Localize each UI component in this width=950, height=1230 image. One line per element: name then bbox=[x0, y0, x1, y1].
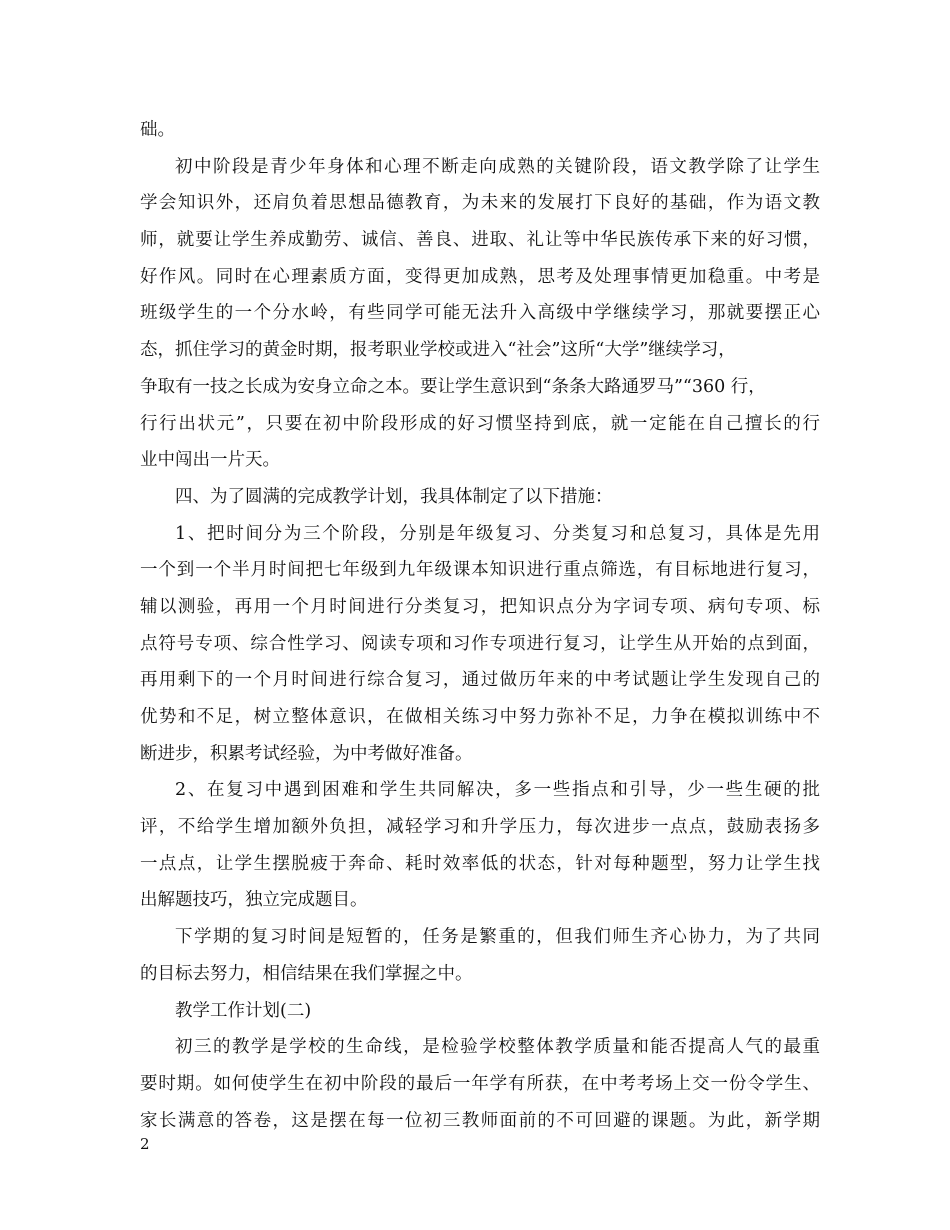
section-heading-line: 四、为了圆满的完成教学计划，我具体制定了以下措施： bbox=[175, 486, 613, 507]
text-line: 学会知识外，还肩负着思想品德教育，为未来的发展打下良好的基础，作为语文教 bbox=[140, 193, 820, 214]
text-line: 业中闯出一片天。 bbox=[140, 450, 280, 471]
text-line: 断进步，积累考试经验，为中考做好准备。 bbox=[140, 743, 473, 764]
text-line: 好作风。同时在心理素质方面，变得更加成熟，思考及处理事情更加稳重。中考是 bbox=[140, 266, 820, 287]
text-line: 出解题技巧，独立完成题目。 bbox=[140, 890, 368, 911]
page-number: 2 bbox=[140, 1135, 150, 1153]
paragraph-start-line: 初中阶段是青少年身体和心理不断走向成熟的关键阶段，语文教学除了让学生 bbox=[175, 156, 820, 177]
text-line: 优势和不足，树立整体意识，在做相关练习中努力弥补不足，力争在模拟训练中不 bbox=[140, 707, 820, 727]
text-line: 师，就要让学生养成勤劳、诚信、善良、进取、礼让等中华民族传承下来的好习惯， bbox=[140, 230, 820, 251]
text-line: 评，不给学生增加额外负担，减轻学习和升学压力，每次进步一点点，鼓励表扬多 bbox=[140, 817, 820, 838]
text-line: 家长满意的答卷，这是摆在每一位初三教师面前的不可回避的课题。为此，新学期 bbox=[140, 1110, 820, 1131]
body-text bbox=[140, 112, 820, 1139]
paragraph-start-line: 初三的教学是学校的生命线，是检验学校整体教学质量和能否提高人气的最重 bbox=[175, 1037, 820, 1058]
text-line: 辅以测验，再用一个月时间进行分类复习，把知识点分为字词专项、病句专项、标 bbox=[140, 596, 820, 617]
text-line: 再用剩下的一个月时间进行综合复习，通过做历年来的中考试题让学生发现自己的 bbox=[140, 670, 820, 691]
text-line: 一点点，让学生摆脱疲于奔命、耗时效率低的状态，针对每种题型，努力让学生找 bbox=[140, 853, 820, 874]
text-line: 行行出状元”，只要在初中阶段形成的好习惯坚持到底，就一定能在自己擅长的行 bbox=[140, 413, 820, 434]
paragraph-start-line: 2、在复习中遇到困难和学生共同解决，多一些指点和引导，少一些生硬的批 bbox=[175, 780, 820, 801]
text-line: 的目标去努力，相信结果在我们掌握之中。 bbox=[140, 963, 473, 984]
text-line: 要时期。如何使学生在初中阶段的最后一年学有所获，在中考考场上交一份令学生、 bbox=[140, 1073, 820, 1094]
paragraph-start-line: 下学期的复习时间是短暂的，任务是繁重的，但我们师生齐心协力，为了共同 bbox=[175, 927, 820, 948]
text-line: 态，抓住学习的黄金时期，报考职业学校或进入“社会”这所“大学”继续学习， bbox=[140, 340, 736, 361]
text-line: 一个到一个半月时间把七年级到九年级课本知识进行重点筛选，有目标地进行复习， bbox=[140, 560, 820, 581]
text-line: 争取有一技之长成为安身立命之本。要让学生意识到“条条大路通罗马”“360 行， bbox=[140, 376, 766, 397]
paragraph-start-line: 1、把时间分为三个阶段，分别是年级复习、分类复习和总复习，具体是先用 bbox=[175, 523, 820, 544]
text-line: 础。 bbox=[140, 120, 175, 140]
section-heading-line: 教学工作计划(二) bbox=[175, 1000, 312, 1021]
text-line: 班级学生的一个分水岭，有些同学可能无法升入高级中学继续学习，那就要摆正心 bbox=[140, 303, 820, 324]
text-line: 点符号专项、综合性学习、阅读专项和习作专项进行复习，让学生从开始的点到面， bbox=[140, 633, 820, 654]
